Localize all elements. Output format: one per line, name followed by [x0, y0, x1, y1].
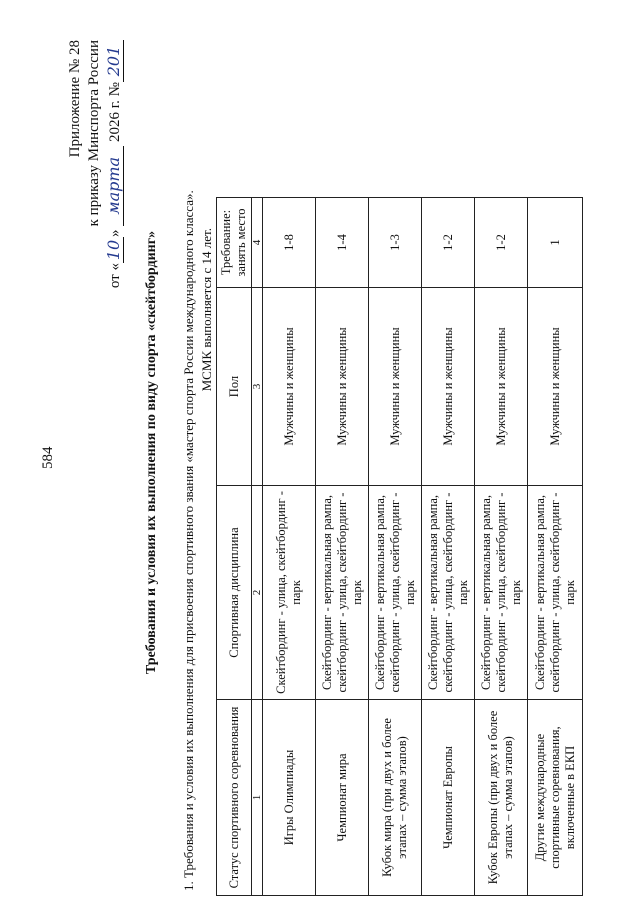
cell-status: Игры Олимпиады	[263, 700, 316, 896]
date-prefix: от «	[107, 263, 123, 289]
table-row	[263, 198, 316, 896]
cell-place: 1-3	[369, 198, 422, 288]
cell-gender: Мужчины и женщины	[263, 288, 316, 486]
order-number: 201	[104, 40, 124, 82]
header-discipline: Спортивная дисциплина	[217, 486, 252, 700]
msmk-age-note: МСМК выполняется с 14 лет.	[199, 228, 214, 392]
intro-paragraph: 1. Требования и условия их выполнения для присвоения спортивного звания «мастер спорта России международного класса».	[181, 190, 196, 891]
cell-gender: Мужчины и женщины	[475, 288, 528, 486]
date-day: 10	[104, 237, 124, 263]
appendix-number: Приложение № 28	[67, 40, 83, 158]
cell-discipline: Скейтбординг - вертикальная рампа, скейтбординг - улица, скейтбординг - парк	[528, 486, 583, 700]
cell-discipline: Скейтбординг - вертикальная рампа, скейтбординг - улица, скейтбординг - парк	[475, 486, 528, 700]
cell-discipline: Скейтбординг - вертикальная рампа, скейтбординг - улица, скейтбординг - парк	[369, 486, 422, 700]
cell-gender: Мужчины и женщины	[369, 288, 422, 486]
cell-place: 1-4	[316, 198, 369, 288]
cell-place: 1-2	[475, 198, 528, 288]
header-status: Статус спортивного соревнования	[217, 700, 252, 896]
cell-gender: Мужчины и женщины	[316, 288, 369, 486]
header-gender: Пол	[217, 288, 252, 486]
table-number-row	[252, 198, 263, 896]
col-number-1: 1	[252, 700, 263, 896]
table-header-row	[217, 198, 252, 896]
cell-status: Кубок мира (при двух и более этапах – сумма этапов)	[369, 700, 422, 896]
cell-status: Чемпионат мира	[316, 700, 369, 896]
cell-discipline: Скейтбординг - вертикальная рампа, скейтбординг - улица, скейтбординг - парк	[422, 486, 475, 700]
date-year: 2026 г. №	[107, 82, 123, 143]
table-row	[528, 198, 583, 896]
document-title: Требования и условия их выполнения по виду спорта «скейтбординг»	[144, 230, 159, 675]
appendix-order-ref: к приказу Минспорта России	[86, 40, 102, 227]
cell-discipline: Скейтбординг - улица, скейтбординг - парк	[263, 486, 316, 700]
cell-status: Чемпионат Европы	[422, 700, 475, 896]
cell-discipline: Скейтбординг - вертикальная рампа, скейтбординг - улица, скейтбординг - парк	[316, 486, 369, 700]
table-row	[369, 198, 422, 896]
cell-status: Кубок Европы (при двух и более этапах – сумма этапов)	[475, 700, 528, 896]
appendix-block	[66, 40, 125, 288]
col-number-3: 3	[252, 288, 263, 486]
date-month: марта	[104, 146, 124, 226]
table-row	[422, 198, 475, 896]
page-number: 584	[40, 446, 56, 469]
cell-gender: Мужчины и женщины	[422, 288, 475, 486]
cell-place: 1-8	[263, 198, 316, 288]
col-number-4: 4	[252, 198, 263, 288]
date-mid: »	[107, 229, 123, 238]
table-row	[475, 198, 528, 896]
cell-status: Другие международные спортивные соревнования, включенные в ЕКП	[528, 700, 583, 896]
col-number-2: 2	[252, 486, 263, 700]
cell-place: 1-2	[422, 198, 475, 288]
table-row	[316, 198, 369, 896]
requirements-table	[216, 197, 583, 896]
appendix-date-line	[104, 40, 125, 288]
cell-gender: Мужчины и женщины	[528, 288, 583, 486]
header-place: Требование: занять место	[217, 198, 252, 288]
cell-place: 1	[528, 198, 583, 288]
